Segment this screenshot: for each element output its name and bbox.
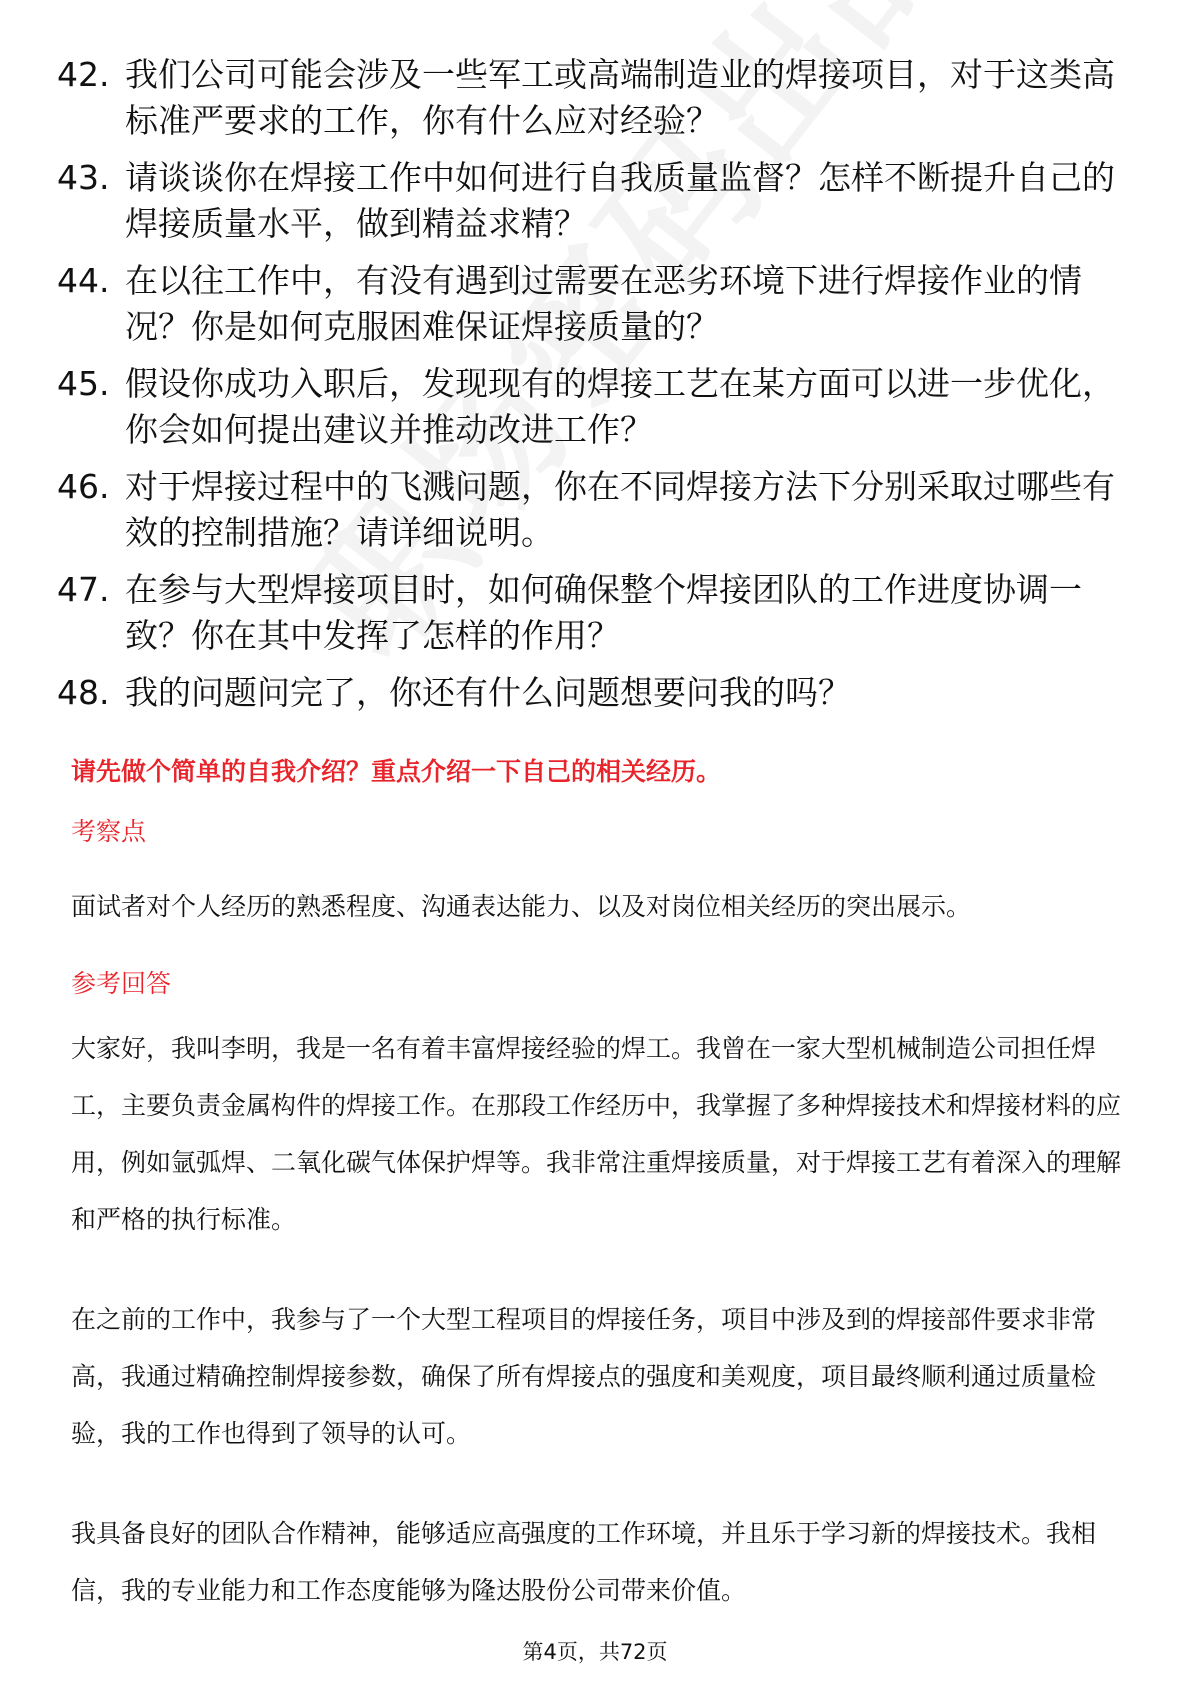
- question-text: 我的问题问完了，你还有什么问题想要问我的吗？: [125, 673, 851, 712]
- question-text: 假设你成功入职后，发现现有的焊接工艺在某方面可以进一步优化，你会如何提出建议并推动改进工作？: [125, 364, 1115, 449]
- answer-paragraph: 我具备良好的团队合作精神，能够适应高强度的工作环境，并且乐于学习新的焊接技术。我相信，我的专业能力和工作态度能够为隆达股份公司带来价值。: [71, 1519, 1097, 1605]
- list-item: [57, 52, 1137, 144]
- question-text: 对于焊接过程中的飞溅问题，你在不同焊接方法下分别采取过哪些有效的控制措施？请详细说明。: [125, 467, 1115, 552]
- question-text: 在以往工作中，有没有遇到过需要在恶劣环境下进行焊接作业的情况？你是如何克服困难保证焊接质量的？: [125, 261, 1082, 346]
- question-number: 44.: [57, 261, 110, 300]
- question-number: 43.: [57, 158, 110, 197]
- focus-heading: 考察点: [71, 817, 147, 846]
- featured-question: 请先做个简单的自我介绍？重点介绍一下自己的相关经历。: [71, 757, 722, 786]
- answer-paragraph: 大家好，我叫李明，我是一名有着丰富焊接经验的焊工。我曾在一家大型机械制造公司担任焊工，主要负责金属构件的焊接工作。在那段工作经历中，我掌握了多种焊接技术和焊接材料的应用，例如氩弧焊、二氧化碳气体保护焊等。我非常注重焊接质量，对于焊接工艺有着深入的理解和严格的执行标准。: [71, 1034, 1122, 1234]
- question-number: 42.: [57, 55, 110, 94]
- list-item: [57, 258, 1137, 350]
- list-item: [57, 567, 1137, 659]
- question-number: 48.: [57, 673, 110, 712]
- answer-paragraph: 在之前的工作中，我参与了一个大型工程项目的焊接任务，项目中涉及到的焊接部件要求非常高，我通过精确控制焊接参数，确保了所有焊接点的强度和美观度，项目最终顺利通过质量检验，我的工作也得到了领导的认可。: [71, 1305, 1097, 1448]
- question-number: 45.: [57, 364, 110, 403]
- question-text: 请谈谈你在焊接工作中如何进行自我质量监督？怎样不断提升自己的焊接质量水平，做到精益求精？: [125, 158, 1115, 243]
- question-text: 我们公司可能会涉及一些军工或高端制造业的焊接项目，对于这类高标准严要求的工作，你有什么应对经验？: [125, 55, 1115, 140]
- question-text: 在参与大型焊接项目时，如何确保整个焊接团队的工作进度协调一致？你在其中发挥了怎样的作用？: [125, 570, 1082, 655]
- question-list: [57, 52, 1137, 727]
- list-item: [57, 155, 1137, 247]
- answer-heading: 参考回答: [71, 969, 172, 998]
- page-number: 第4页，共72页: [522, 1640, 668, 1664]
- question-number: 46.: [57, 467, 110, 506]
- question-number: 47.: [57, 570, 110, 609]
- focus-text: 面试者对个人经历的熟悉程度、沟通表达能力、以及对岗位相关经历的突出展示。: [71, 892, 972, 921]
- list-item: [57, 670, 1137, 716]
- list-item: [57, 361, 1137, 453]
- list-item: [57, 464, 1137, 556]
